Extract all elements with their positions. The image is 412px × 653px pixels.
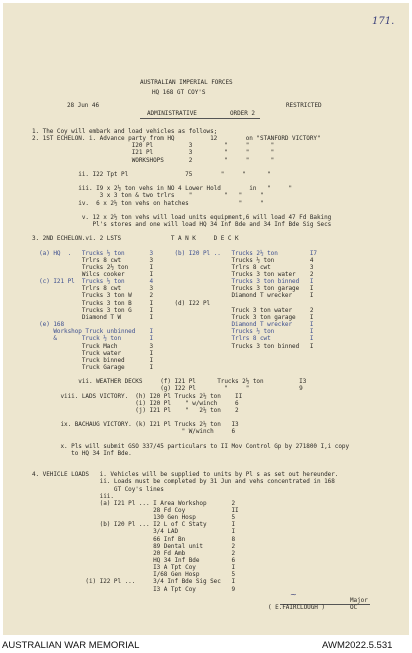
body-line: 2. 1ST ECHELON. i. Advance party from HQ 12 on "STANFORD VICTORY"	[32, 135, 321, 143]
body-line: 1. The Coy will embark and load vehicles as follows;	[32, 128, 218, 135]
body-line: (j) I21 Pl " 2½ ton 2	[32, 406, 239, 414]
body-line: Trucks 2½ ton I Trlrs 8 cwt 3	[32, 263, 314, 271]
classification: RESTRICTED	[286, 102, 322, 109]
body-line: Truck Garage I	[32, 363, 154, 371]
body-line: iii. I9 x 2½ ton vehs in NO 4 Lower Hold in " "	[32, 185, 293, 193]
body-line: Trucks 3 ton B I (d) I22 Pl	[32, 299, 211, 307]
body-line: (a) I21 Pl ... I Area Workshop 2	[32, 499, 236, 507]
body-line: v. 12 x 2½ ton vehs will load units equipment,6 will load 47 Fd Baking	[32, 213, 332, 221]
page-number: 171.	[372, 16, 395, 27]
body-line: I21 Pl 3 " " "	[32, 149, 275, 157]
body-line: GT Coy's lines	[32, 485, 164, 493]
body-line: Truck Mach 3 Trucks 3 ton binned I	[32, 342, 314, 350]
body-line: iii.	[32, 492, 114, 500]
body-line: (i) I22 Pl ... 3/4 Inf Bde Sig Sec I	[32, 578, 236, 586]
body-line: WORKSHOPS 2 " " "	[32, 156, 275, 164]
body-line: 4. VEHICLE LOADS i. Vehicles will be supplied to units by Pl s as set out hereunder.	[32, 471, 339, 479]
handwritten-signature: ~	[290, 590, 297, 599]
body-line: x. Pls will submit GSO 337/45 particulars to II Mov Control Gp by 271800 I,i copy	[32, 442, 350, 450]
body-line: viii. LADS VICTORY. (h) I20 Pl Trucks 2½ ton II	[32, 392, 243, 400]
body-line: ii. Loads must be completed by 31 Jun and vehs concentrated in 168	[32, 478, 335, 486]
body-line: iv. 6 x 2½ ton vehs on hatches " "	[32, 199, 264, 207]
body-line: 28 Fd Coy II	[32, 506, 239, 514]
body-line: Truck binned I	[32, 356, 154, 364]
signature-name: ( E.FAIRCLOUGH )	[268, 604, 325, 611]
body-line: 89 Dental unit 2	[32, 542, 236, 550]
header-rule	[140, 118, 260, 119]
body-line: I3 A Tpt Coy 9	[32, 585, 236, 593]
document-heading: AUSTRALIAN IMPERIAL FORCES	[140, 79, 233, 86]
body-line: Trlrs 8 cwt 3 Trucks 3 ton garage I	[32, 285, 314, 293]
body-line: Truck water I	[32, 349, 154, 357]
body-line: (c) I21 Pl Trucks ½ ton 4 Trucks 3 ton binned I	[32, 278, 314, 286]
order-title: ADMINISTRATIVE	[147, 110, 197, 117]
body-line: Trlrs 8 cwt 3 Trucks ½ ton 4	[32, 256, 314, 264]
body-line: 3/4 LAD I	[32, 528, 236, 536]
footer-accession: AWM2022.5.531	[322, 640, 393, 651]
body-line: I/68 Gen Hosp 5	[32, 571, 236, 579]
body-line: ix. BACHAUG VICTORY. (k) I21 Pl Trucks 2½ ton I3	[32, 421, 239, 429]
body-line: (e) 168 Diamond T wrecker I	[32, 321, 314, 329]
signature-role: Major	[350, 597, 368, 604]
body-line: (i) I20 Pl " w/winch 6	[32, 399, 239, 407]
body-line: Wilcs cooker I Trucks 3 ton water 2	[32, 271, 314, 278]
body-line: (a) HQ . Trucks ½ ton 3 (b) I20 Pl .. Trucks 2½ ton I7	[32, 249, 317, 257]
body-line: to HQ 34 Inf Bde.	[32, 449, 132, 457]
body-line: I20 Pl 3 " " "	[32, 142, 275, 150]
unit-name: HQ 168 GT COY'S	[152, 89, 206, 96]
body-line: I3 A Tpt Coy I	[32, 564, 236, 572]
footer-source: AUSTRALIAN WAR MEMORIAL	[2, 640, 140, 651]
body-line: 20 Fd Amb 2	[32, 549, 236, 557]
body-line: (b) I20 Pl ... I2 L of C Staty I	[32, 521, 236, 529]
body-line: " W/winch 6	[32, 428, 236, 436]
body-line: 3 x 3 ton & two trlrs " " " "	[32, 192, 264, 200]
archive-footer	[0, 637, 412, 653]
signature-title: OC	[350, 604, 358, 611]
body-line: HQ 34 Inf Bde 6	[32, 557, 236, 564]
body-line: 130 Gen Hosp 5	[32, 514, 236, 522]
document-date: 28 Jun 46	[67, 102, 100, 109]
body-line: vii. WEATHER DECKS (f) I21 Pl Trucks 2½ ton I3	[32, 378, 307, 386]
body-line: ii. I22 Tpt Pl 75 " " "	[32, 170, 271, 178]
body-line: Diamond T W I Truck 3 ton garage I	[32, 313, 314, 321]
body-line: 66 Inf Bn 8	[32, 535, 236, 543]
body-line: Pl's stores and one will load HQ 34 Inf Bde and 34 Inf Bde Sig Secs	[32, 220, 332, 228]
body-line: 3. 2ND ECHELON.vi. 2 LSTS T A N K D E C K	[32, 235, 239, 243]
body-line: & Truck ½ ton I Trlrs 8 cwt I	[32, 335, 314, 343]
body-line: Trucks 3 ton W 2 Diamond T wrecker I	[32, 292, 314, 300]
order-number: ORDER 2	[230, 110, 255, 117]
body-line: Workshop Truck unbinned I Trucks ½ ton I	[32, 328, 314, 336]
body-line: Trucks 3 ton G I Truck 3 ton water 2	[32, 306, 314, 314]
body-line: (g) I22 Pl " " 9	[32, 385, 303, 393]
